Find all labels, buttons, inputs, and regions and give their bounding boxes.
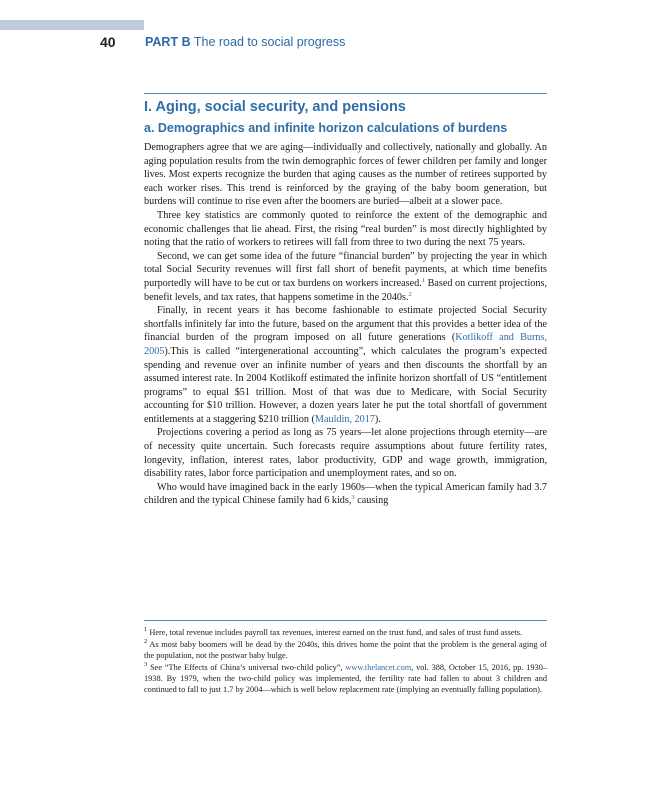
paragraph-5: Projections covering a period as long as 75 years—let alone projections through eternity—are of necessity quite uncertain. Such forecasts require assumptions about future fertility rates, longevity, inflation, interest rates, labor productivity, GDP and wage growth, immigration, disability rates, labor force participation and unemployment rates, and so on. [144, 427, 547, 480]
footnote-1: $^1$ Here, total revenue includes payroll tax revenues, interest earned on the trust fund, and sales of trust fund assets. [144, 626, 523, 637]
footnote-ref-1[interactable]: 1 [421, 276, 426, 284]
paragraph-2: Three key statistics are commonly quoted to reinforce the extent of the demographic and economic challenges that lie ahead. First, the rising “real burden” is most directly highlighted by noting that the ratio of workers to retirees will fall from three to two during the next 75 years. [144, 209, 547, 249]
section-rule [144, 93, 547, 94]
body-text [144, 141, 547, 508]
part-label: PART B [145, 35, 191, 49]
paragraph-6: Who would have imagined back in the early 1960s—when the typical American family had 3.7 children and the typical Chinese family had 6 kids,$^3$ causing [144, 481, 547, 507]
footnotes [144, 627, 547, 696]
footnote-rule [144, 620, 547, 621]
paragraph-4: Finally, in recent years it has become fashionable to estimate projected Social Security shortfalls infinitely far into the future, based on the argument that this provides a better idea of the financial burden of the program imposed on all future generations (Kotlikoff and Burns, 2005).This is called “intergenerational accounting”, which calculates the program’s expected spending and revenue over an infinite number of years and then discounts the shortfall by an assumed interest rate. In 2004 Kotlikoff estimated the infinite horizon shortfall of US “entitlement programs” to equal $51 trillion. Most of that was due to Medicare, with Social Security accounting for $10 trillion. However, a dozen years later he put the total shortfall of government entitlements at a staggering $210 trillion (Mauldin, 2017). [144, 305, 548, 425]
subsection-title: a. Demographics and infinite horizon calculations of burdens [144, 121, 508, 135]
running-head [145, 35, 345, 49]
paragraph-3: Second, we can get some idea of the future “financial burden” by projecting the year in which total Social Security revenues will first fall short of benefit payments, at which time benefits purportedly will have to be cut or tax burdens on workers increased.$^1$ Based on current projections, benefit levels, and tax rates, that happens sometime in the 2040s.$^2$ [144, 250, 547, 303]
part-title: The road to social progress [193, 35, 346, 49]
footnote-ref-3[interactable]: 3 [351, 494, 355, 502]
page-number: 40 [100, 34, 116, 50]
citation-mauldin[interactable]: Mauldin, 2017 [314, 413, 375, 425]
footnote-ref-2[interactable]: 2 [408, 290, 412, 298]
paragraph-1: Demographers agree that we are aging—individually and collectively, nationally and globally. An aging population results from the twin demographic forces of fewer children per family and longer lives. Most experts recognize the burden that aging causes as the number of retirees supported by each worker rises. This trend is reinforced by the graying of the baby boom generation, but burdens will continue to rise even after the boomers are buried—albeit at a slower pace. [144, 142, 547, 208]
section-title: I. Aging, social security, and pensions [144, 99, 406, 115]
footnote-2: $^2$ As most baby boomers will be dead by the 2040s, this drives home the point that the problem is the general aging of the population, not the postwar baby bulge. [144, 638, 547, 660]
header-color-bar [0, 20, 144, 30]
lancet-link[interactable]: www.thelancet.com [345, 663, 412, 672]
citation-kotlikoff-burns[interactable]: Kotlikoff and Burns, 2005 [144, 332, 548, 357]
footnote-3: $^3$ See “The Effects of China’s universal two-child policy”, www.thelancet.com, vol. 388, October 15, 2016, pp. 1930–1938. By 1979, when the two-child policy was implemented, the fertility rate had fallen to about 3 children and continued to fall to just 1.7 by 2004—which is well below replacement rate (implying an eventually falling population). [144, 661, 547, 694]
